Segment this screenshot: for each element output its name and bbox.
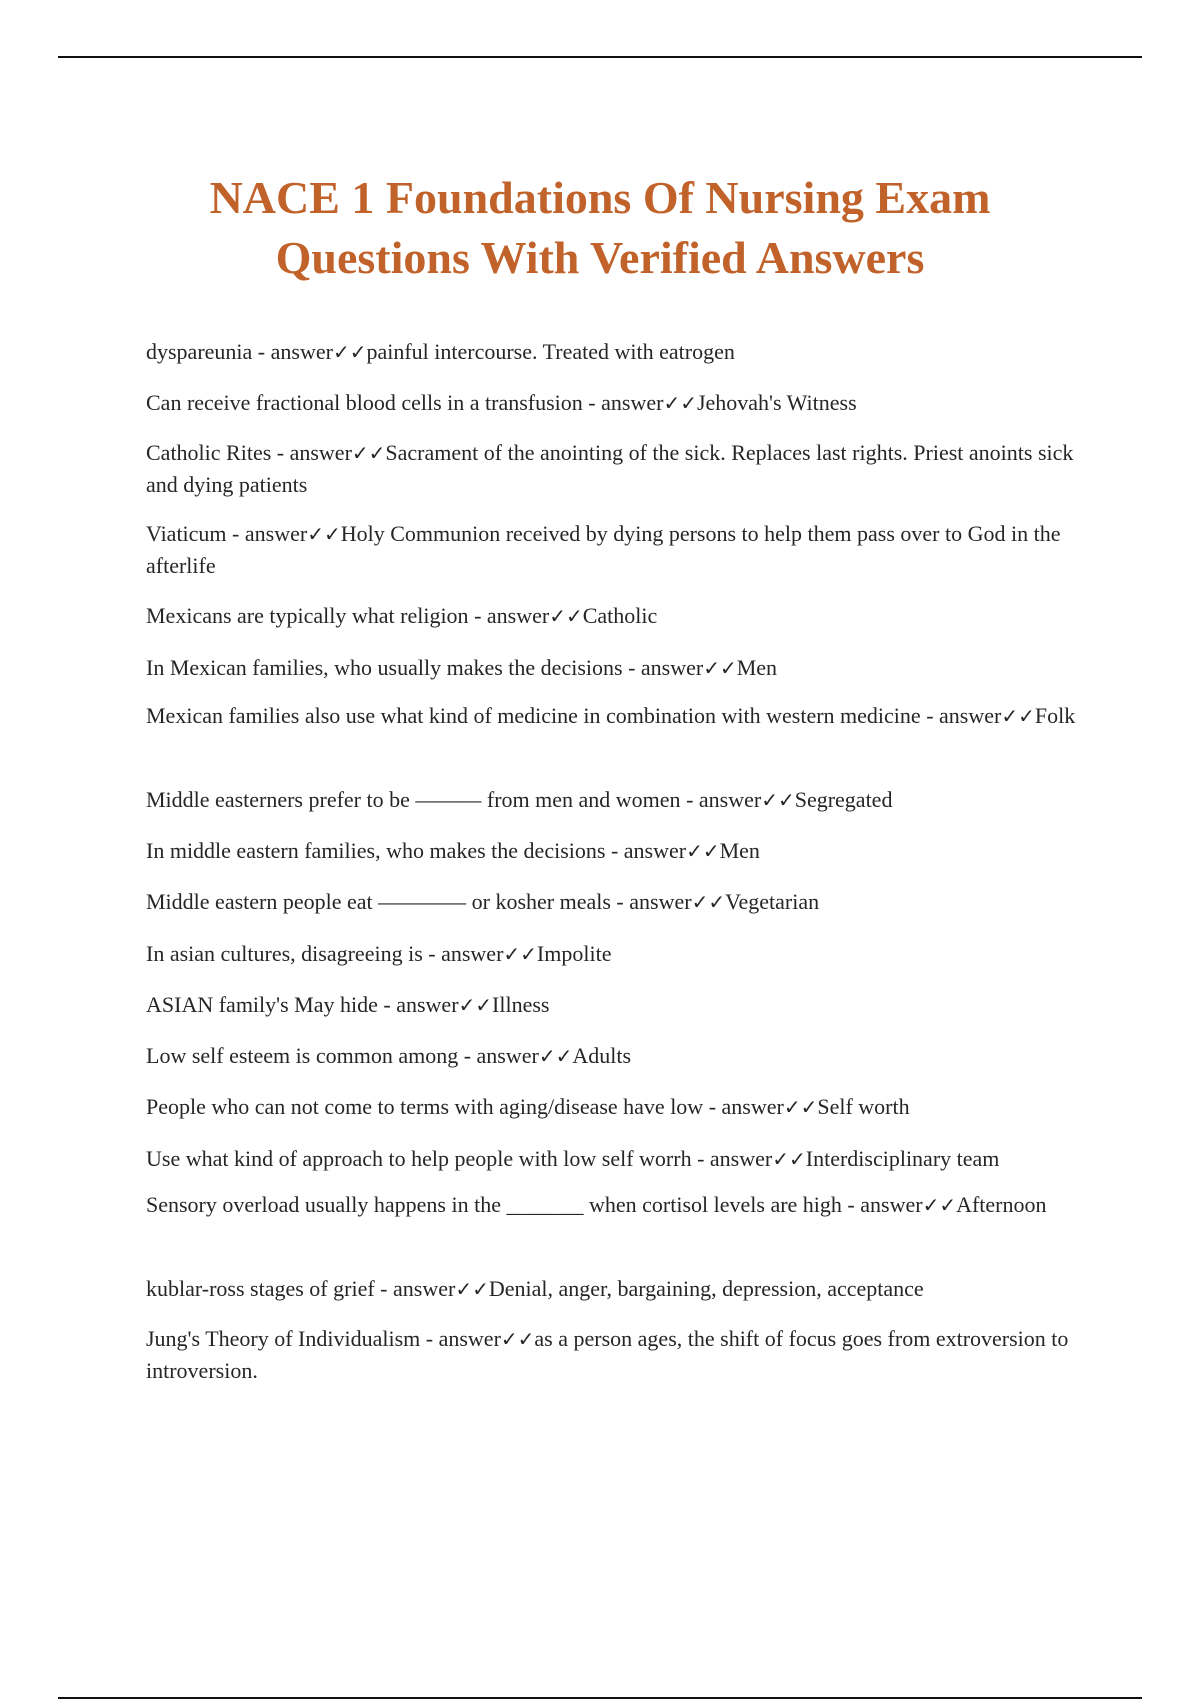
question: In Mexican families, who usually makes the decisions <box>146 655 623 680</box>
answer: Vegetarian <box>725 889 820 914</box>
qa-item <box>146 989 1096 1021</box>
answer-separator: - answer <box>468 603 550 628</box>
question: Mexican families also use what kind of medicine in combination with western medicine <box>146 703 921 728</box>
check-icon: ✓✓ <box>1001 704 1035 728</box>
qa-item <box>146 938 1096 970</box>
qa-item <box>146 387 1096 419</box>
answer: Holy Communion received by dying persons to help them pass over to God in the afterlife <box>146 521 1061 578</box>
question: ASIAN family's May hide <box>146 992 378 1017</box>
qa-item <box>146 600 1096 632</box>
answer-separator: - answer <box>703 1094 784 1119</box>
qa-item <box>146 1040 1096 1072</box>
check-icon: ✓✓ <box>686 839 720 863</box>
check-icon: ✓✓ <box>332 340 367 364</box>
check-icon: ✓✓ <box>922 1193 957 1217</box>
qa-item <box>146 1323 1096 1387</box>
question: Viaticum <box>146 521 227 546</box>
check-icon: ✓✓ <box>458 993 493 1017</box>
answer: Sacrament of the anointing of the sick. Replaces last rights. Priest anoints sick and dying patients <box>146 440 1074 497</box>
question: In middle eastern families, who makes the decisions <box>146 838 606 863</box>
answer: painful intercourse. Treated with eatrogen <box>366 339 735 364</box>
answer: Impolite <box>536 941 612 966</box>
check-icon: ✓✓ <box>307 522 341 546</box>
answer-separator: - answer <box>252 339 333 364</box>
qa-item <box>146 1189 1096 1221</box>
check-icon: ✓✓ <box>503 942 537 966</box>
question: Middle eastern people eat ———— or kosher meals <box>146 889 611 914</box>
answer: Self worth <box>817 1094 910 1119</box>
answer: Illness <box>492 992 550 1017</box>
answer-separator: - answer <box>920 703 1002 728</box>
qa-item <box>146 437 1096 501</box>
check-icon: ✓✓ <box>538 1044 573 1068</box>
answer: Afternoon <box>956 1192 1047 1217</box>
answer: Segregated <box>794 787 893 812</box>
question: Jung's Theory of Individualism <box>146 1326 421 1351</box>
title-line-2: Questions With Verified Answers <box>275 232 925 283</box>
answer-separator: - answer <box>377 992 459 1017</box>
top-rule <box>58 56 1142 58</box>
check-icon: ✓✓ <box>691 890 726 914</box>
answer-separator: - answer <box>841 1192 923 1217</box>
answer-separator: - answer <box>605 838 687 863</box>
question: Mexicans are typically what religion <box>146 603 469 628</box>
question: Can receive fractional blood cells in a transfusion <box>146 390 583 415</box>
question: Middle easterners prefer to be ——— from men and women <box>146 787 681 812</box>
qa-item <box>146 886 1096 918</box>
answer-separator: - answer <box>582 390 664 415</box>
answer-separator: - answer <box>422 941 504 966</box>
answer: Interdisciplinary team <box>805 1146 1000 1171</box>
qa-item <box>146 700 1096 732</box>
bottom-rule <box>58 1697 1142 1699</box>
question: Catholic Rites <box>146 440 272 465</box>
question: In asian cultures, disagreeing is <box>146 941 423 966</box>
answer-separator: - answer <box>458 1043 539 1068</box>
answer: Men <box>736 655 778 680</box>
qa-item <box>146 518 1096 582</box>
answer: Adults <box>572 1043 632 1068</box>
qa-item <box>146 1273 1096 1305</box>
answer-separator: - answer <box>420 1326 501 1351</box>
question: Use what kind of approach to help people with low self worrh <box>146 1146 692 1171</box>
question: Sensory overload usually happens in the _______ when cortisol levels are high <box>146 1192 842 1217</box>
qa-item <box>146 835 1096 867</box>
check-icon: ✓✓ <box>500 1327 535 1351</box>
answer-separator: - answer <box>680 787 762 812</box>
qa-item <box>146 336 1096 368</box>
check-icon: ✓✓ <box>761 788 795 812</box>
answer: Denial, anger, bargaining, depression, acceptance <box>488 1276 924 1301</box>
check-icon: ✓✓ <box>351 441 386 465</box>
qa-item <box>146 1091 1096 1123</box>
answer: Folk <box>1034 703 1076 728</box>
answer-separator: - answer <box>610 889 692 914</box>
answer-separator: - answer <box>271 440 352 465</box>
answer: Men <box>719 838 760 863</box>
check-icon: ✓✓ <box>549 604 583 628</box>
check-icon: ✓✓ <box>703 656 737 680</box>
check-icon: ✓✓ <box>663 391 697 415</box>
check-icon: ✓✓ <box>455 1277 489 1301</box>
check-icon: ✓✓ <box>783 1095 818 1119</box>
qa-item <box>146 784 1096 816</box>
answer-separator: - answer <box>691 1146 773 1171</box>
title-line-1: NACE 1 Foundations Of Nursing Exam <box>209 172 991 223</box>
answer-separator: - answer <box>226 521 308 546</box>
qa-item <box>146 1143 1096 1175</box>
answer: Jehovah's Witness <box>696 390 857 415</box>
check-icon: ✓✓ <box>772 1147 806 1171</box>
page-title <box>100 168 1100 288</box>
question: People who can not come to terms with aging/disease have low <box>146 1094 704 1119</box>
answer-separator: - answer <box>374 1276 456 1301</box>
qa-item <box>146 652 1096 684</box>
question: Low self esteem is common among <box>146 1043 459 1068</box>
answer: as a person ages, the shift of focus goes from extroversion to introversion. <box>146 1326 1069 1383</box>
question: dyspareunia <box>146 339 253 364</box>
answer-separator: - answer <box>622 655 704 680</box>
answer: Catholic <box>582 603 658 628</box>
question: kublar-ross stages of grief <box>146 1276 375 1301</box>
